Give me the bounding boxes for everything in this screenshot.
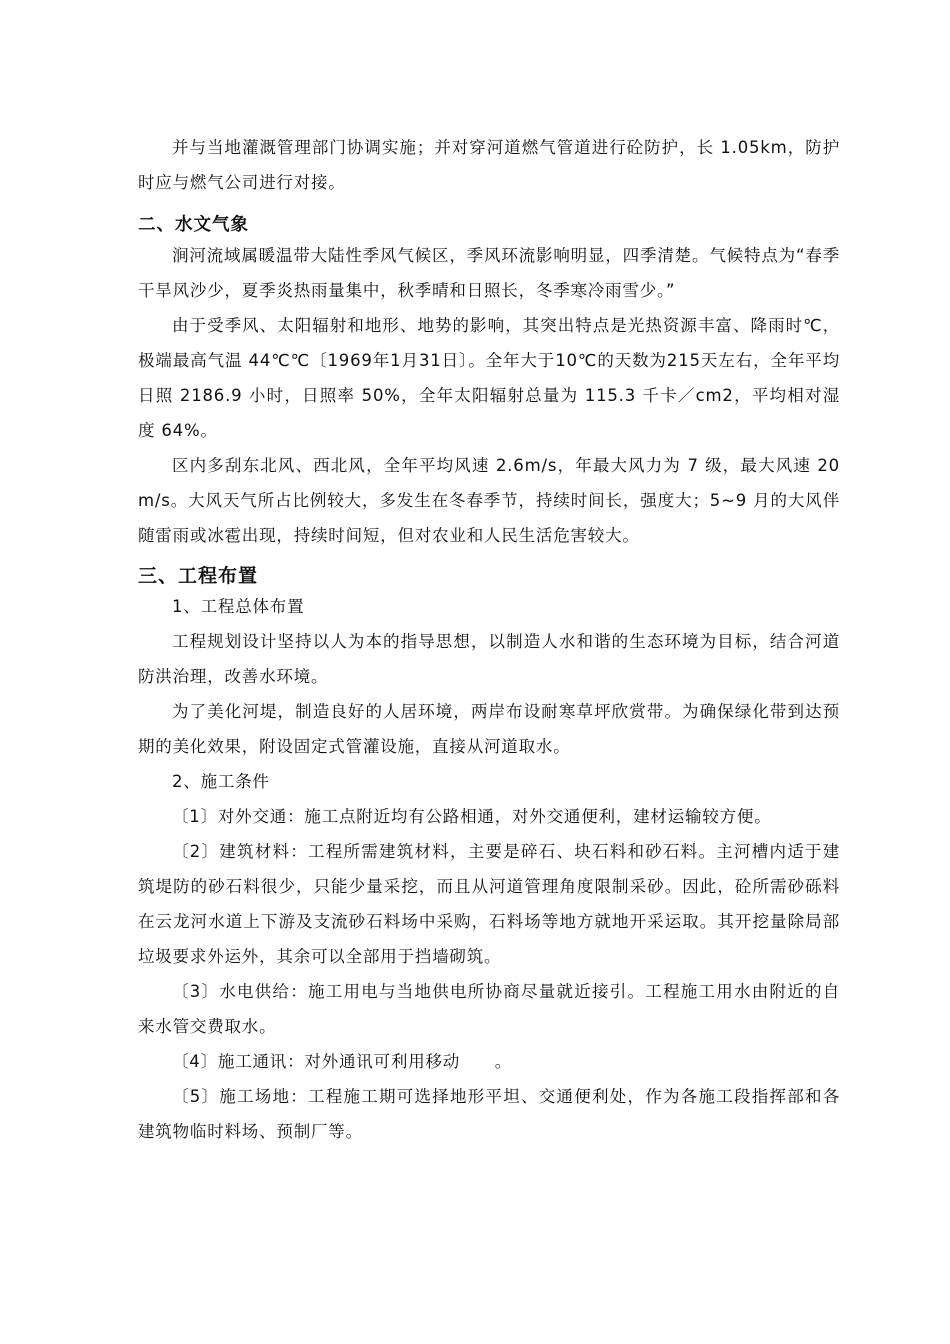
condition-item-power-water: 〔3〕水电供给：施工用电与当地供电所协商尽量就近接引。工程施工用水由附近的自来水管交费取水。 xyxy=(138,982,840,1036)
condition-item-site: 〔5〕施工场地：工程施工期可选择地形平坦、交通便利处，作为各施工段指挥部和各建筑物临时料场、预制厂等。 xyxy=(138,1087,840,1141)
document-body xyxy=(138,130,840,1149)
condition-item-transport: 〔1〕对外交通：施工点附近均有公路相通，对外交通便利，建材运输较方便。 xyxy=(172,807,772,826)
hydrology-paragraph-sunshine: 由于受季风、太阳辐射和地形、地势的影响，其突出特点是光热资源丰富、降雨时℃，极端最高气温 44℃℃〔1969年1月31日〕。全年大于10℃的天数为215天左右，全年平均日照 2186.9 小时，日照率 50%，全年太阳辐射总量为 115.3 千卡／cm2，平均相对湿度 64%。 xyxy=(138,316,840,440)
intro-paragraph: 并与当地灌溉管理部门协调实施；并对穿河道燃气管道进行砼防护，长 1.05km，防护时应与燃气公司进行对接。 xyxy=(138,138,840,192)
section-heading-layout: 三、工程布置 xyxy=(138,565,259,587)
layout-paragraph-design: 工程规划设计坚持以人为本的指导思想，以制造人水和谐的生态环境为目标，结合河道防洪治理，改善水环境。 xyxy=(138,632,840,686)
layout-paragraph-greening: 为了美化河堤，制造良好的人居环境，两岸布设耐寒草坪欣赏带。为确保绿化带到达预期的美化效果，附设固定式管灌设施，直接从河道取水。 xyxy=(138,702,840,756)
hydrology-paragraph-wind: 区内多刮东北风、西北风，全年平均风速 2.6m/s，年最大风力为 7 级，最大风速 20m/s。大风天气所占比例较大，多发生在冬春季节，持续时间长，强度大；5~9 月的大风伴随雷雨或冰雹出现，持续时间短，但对农业和人民生活危害较大。 xyxy=(138,456,840,545)
hydrology-paragraph-climate: 涧河流域属暖温带大陆性季风气候区，季风环流影响明显，四季清楚。气候特点为“春季干旱风沙少，夏季炎热雨量集中，秋季晴和日照长，冬季寒冷雨雪少。” xyxy=(138,246,840,300)
section-heading-hydrology: 二、水文气象 xyxy=(138,215,249,235)
subsection-title-construction-conditions: 2、施工条件 xyxy=(172,772,270,791)
condition-item-communication: 〔4〕施工通讯：对外通讯可利用移动 。 xyxy=(172,1052,512,1071)
condition-item-materials: 〔2〕建筑材料：工程所需建筑材料，主要是碎石、块石料和砂石料。主河槽内适于建筑堤防的砂石料很少，只能少量采挖，而且从河道管理角度限制采砂。因此，砼所需砂砾料在云龙河水道上下游及支流砂石料场中采购，石料场等地方就地开采运取。其开挖量除局部垃圾要求外运外，其余可以全部用于挡墙砌筑。 xyxy=(138,842,840,966)
subsection-title-overall-layout: 1、工程总体布置 xyxy=(172,597,305,616)
